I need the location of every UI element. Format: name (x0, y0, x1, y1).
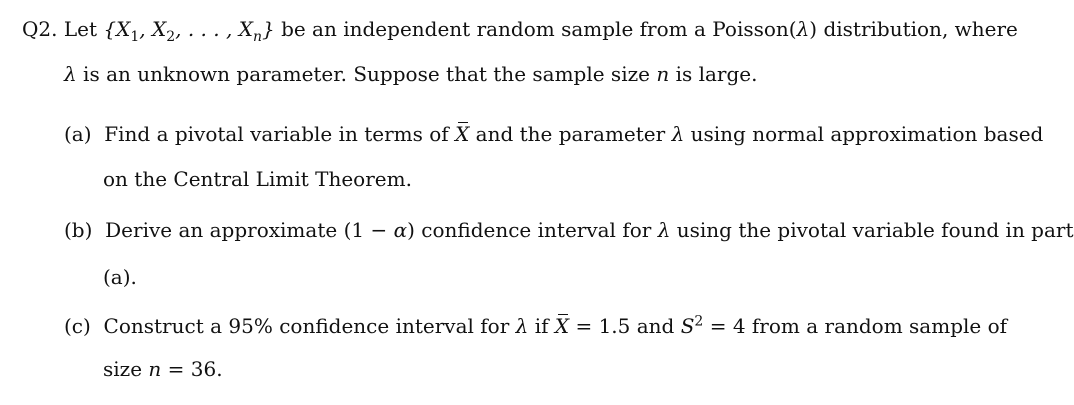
xbar-value: = 1.5 (575, 314, 631, 338)
part-b-text: (a). (103, 265, 137, 289)
part-b-text: using the pivotal variable found in part (676, 218, 1074, 242)
question-line-2 (64, 60, 757, 88)
part-c-text: from a random sample of (751, 314, 1008, 338)
question-text: is an unknown parameter. Suppose that the sample size (83, 62, 650, 86)
part-a-label: (a) (64, 122, 92, 146)
part-c-text: and (636, 314, 675, 338)
sample-set: {$X_1$, $X_2$, . . . , $X_n$} (103, 17, 275, 45)
part-c-text: if (534, 314, 549, 338)
part-b-text: confidence interval for (421, 218, 652, 242)
s-squared-symbol: $S^2$ (680, 313, 704, 338)
question-text: be an independent random sample from a Poisson( (281, 17, 797, 41)
part-a-text: Find a pivotal variable in terms of (104, 122, 449, 146)
xbar-symbol: X (455, 122, 470, 146)
part-c-line-2 (103, 355, 223, 383)
part-c-text: Construct a (103, 314, 223, 338)
part-b-line-2 (103, 263, 137, 291)
s-squared-value: = 4 (709, 314, 746, 338)
n-symbol: n (148, 357, 162, 381)
lambda-symbol: λ (671, 122, 685, 146)
lambda-symbol: λ (796, 17, 810, 41)
question-number: Q2. (22, 17, 58, 41)
question-text: is large. (675, 62, 758, 86)
lambda-symbol: λ (64, 62, 77, 86)
part-a-text: and the parameter (475, 122, 666, 146)
question-text: ) distribution, where (809, 17, 1018, 41)
one-minus-alpha: (1 − α) (343, 218, 415, 242)
part-c-text: confidence interval for (279, 314, 510, 338)
part-a-line-2 (103, 165, 412, 193)
lambda-symbol: λ (515, 314, 529, 338)
n-symbol: n (656, 62, 670, 86)
question-line-1 (22, 15, 1018, 43)
part-a-line-1 (64, 120, 1043, 148)
part-c-label: (c) (64, 314, 91, 338)
part-b-label: (b) (64, 218, 93, 242)
xbar-symbol: X (554, 314, 570, 338)
part-c-line-1 (64, 312, 1007, 340)
part-c-text: size (103, 357, 143, 381)
lambda-symbol: λ (657, 218, 671, 242)
confidence-percent: 95% (228, 314, 273, 338)
n-value: = 36. (167, 357, 223, 381)
part-b-text: Derive an approximate (105, 218, 338, 242)
part-b-line-1 (64, 216, 1074, 244)
question-text: Let (63, 17, 97, 41)
part-a-text: on the Central Limit Theorem. (103, 167, 412, 191)
part-a-text: using normal approximation based (690, 122, 1044, 146)
